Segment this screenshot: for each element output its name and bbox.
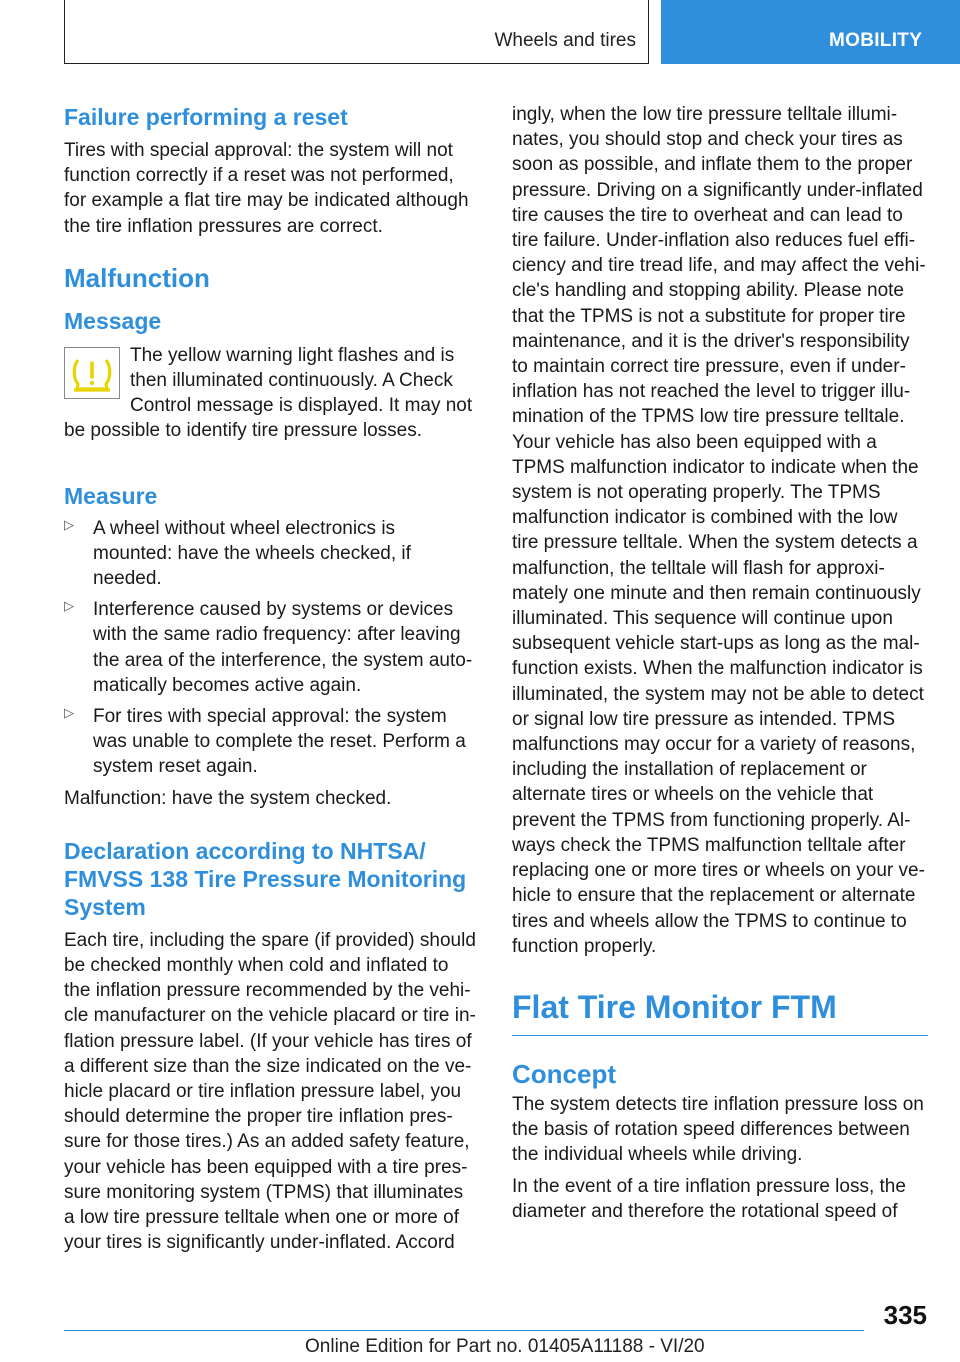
tire-pressure-warning-icon [64, 347, 120, 399]
measure-item-text: A wheel without wheel electronics is mounted: have the wheels checked, if needed. [93, 517, 411, 590]
malfunction-text: Malfunction: have the system checked. [64, 787, 392, 809]
concept-text-2: In the event of a tire inflation pressure loss, the diameter and therefore the rotational speed of [512, 1175, 906, 1222]
header-section-label: MOBILITY [829, 30, 923, 51]
message-text: The yellow warning light flashes and is then illuminated continuously. A Check Control message is displayed. It may not be possible to identify tire pressure losses. [64, 344, 473, 442]
concept-text: The system detects tire inflation pressure loss on the basis of rotation speed differences between the individual wheels while driving. [512, 1093, 924, 1166]
measure-heading: Measure [64, 482, 158, 509]
footer-edition-text: Online Edition for Part no. 01405A11188 - VI/20 [305, 1336, 705, 1357]
measure-item-text: For tires with special approval: the system was unable to complete the reset. Perform a system reset again. [93, 706, 466, 778]
failure-text: Tires with special approval: the system will not function correctly if a reset was not performed, for example a flat tire may be indicated although the tire inflation pressures are correct. [64, 140, 469, 237]
triangle-bullet-icon: ▷ [64, 705, 74, 721]
page-number: 335 [883, 1300, 927, 1330]
declaration-continued-text: ingly, when the low tire pressure telltale illuminates, you should stop and check your tires as soon as possible, and inflate them to the proper pressure. Driving on a significantly under-inflated tire causes the tire to overheat and can lead to tire failure. Under-inflation also reduces fuel efficiency and tire tread life, and may affect the vehicle's handling and stopping ability. Please note that the TPMS is not a substitute for proper tire maintenance, and it is the driver's responsibility to maintain correct tire pressure, even if under-inflation has not reached the level to trigger illumination of the TPMS low tire pressure telltale. Your vehicle has also been equipped with a TPMS malfunction indicator to indicate when the system is not operating properly. The TPMS malfunction indicator is combined with the low tire pressure telltale. When the system detects a malfunction, the telltale will flash for approximately one minute and then remain continuously illuminated. This sequence will continue upon subsequent vehicle start-ups as long as the malfunction exists. When the malfunction indicator is illuminated, the system may not be able to detect or signal low tire pressure as intended. TPMS malfunctions may occur for a variety of reasons, including the installation of replacement or alternate tires or wheels on the vehicle that prevent the TPMS from functioning properly. Always check the TPMS malfunction telltale after replacing one or more tires or wheels on your vehicle to ensure that the replacement or alternate tires and wheels allow the TPMS to continue to function properly. [512, 104, 926, 957]
measure-item [64, 597, 476, 698]
header-title-box [64, 0, 649, 64]
footer-divider [64, 1330, 864, 1331]
header-section-tab [661, 0, 960, 64]
malfunction-heading: Malfunction [64, 262, 210, 293]
left-column [64, 103, 476, 1256]
measure-list [64, 516, 476, 780]
concept-heading: Concept [512, 1058, 616, 1089]
message-heading: Message [64, 307, 162, 334]
ftm-heading: Flat Tire Monitor FTM [512, 988, 837, 1025]
measure-item [64, 516, 476, 592]
ftm-divider [512, 1035, 928, 1036]
right-column [512, 102, 928, 1224]
measure-item-text: Interference caused by systems or devices with the same radio frequency: after leaving the area of the interference, the system automatically becomes active again. [93, 599, 473, 696]
triangle-bullet-icon: ▷ [64, 598, 74, 614]
declaration-heading: Declaration according to NHTSA/ FMVSS 138 Tire Pressure Monitoring System [64, 837, 467, 920]
measure-item [64, 704, 476, 780]
message-block [64, 343, 476, 444]
triangle-bullet-icon: ▷ [64, 516, 74, 532]
declaration-text: Each tire, including the spare (if provided) should be checked monthly when cold and inflated to the inflation pressure recommended by the vehicle manufacturer on the vehicle placard or tire inflation pressure label. (If your vehicle has tires of a different size than the size indicated on the vehicle placard or tire inflation pressure label, you should determine the proper tire inflation pressure for those tires.) As an added safety feature, your vehicle has been equipped with a tire pressure monitoring system (TPMS) that illuminates a low tire pressure telltale when one or more of your tires is significantly under-inflated. Accord [64, 929, 476, 1254]
header-title: Wheels and tires [494, 30, 636, 51]
failure-heading: Failure performing a reset [64, 104, 348, 130]
